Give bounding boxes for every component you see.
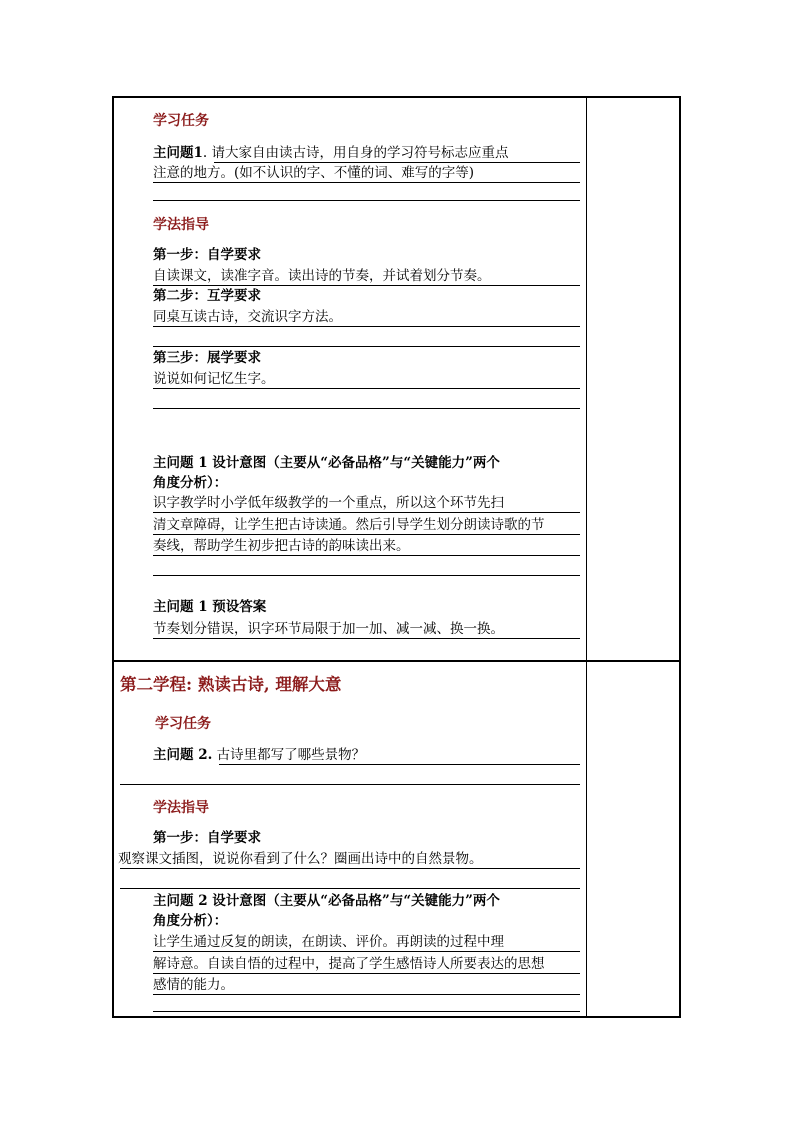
design-intent-2-title-a: 主问题 2 设计意图（主要从“必备品格”与“关键能力”两个: [153, 893, 500, 909]
question-1-text-b: 注意的地方。(如不认识的字、不懂的词、难写的字等): [153, 165, 475, 181]
rule: [120, 888, 580, 889]
question-2-text: 古诗里都写了哪些景物？: [212, 747, 366, 763]
question-1-label: 主问题1: [153, 145, 203, 161]
question-2-label: 主问题 2.: [153, 747, 213, 763]
answer-1-label: 主问题 1 预设答案: [153, 599, 267, 615]
rule: [153, 638, 580, 639]
task-heading-1: 学习任务: [153, 113, 209, 129]
rule: [153, 555, 580, 556]
table-border-bottom: [112, 1016, 681, 1018]
design-intent-1-text-b: 清文章障碍，让学生把古诗读通。然后引导学生划分朗读诗歌的节: [153, 517, 545, 533]
step-2-label: 第二步：互学要求: [153, 288, 261, 304]
step-1-text: 自读课文，读准字音。读出诗的节奏，并试着划分节奏。: [153, 268, 491, 284]
rule: [153, 408, 580, 409]
rule: [153, 973, 580, 974]
rule: [153, 951, 580, 952]
rule: [153, 512, 580, 513]
step-3-label: 第三步：展学要求: [153, 350, 261, 366]
table-column-divider: [586, 96, 587, 1018]
rule: [153, 534, 580, 535]
table-border-right: [679, 96, 681, 1018]
design-intent-2-text-b: 解诗意。自读自悟的过程中，提高了学生感悟诗人所要表达的思想: [153, 956, 545, 972]
rule: [120, 784, 580, 785]
rule: [120, 868, 580, 869]
question-1-text-a: . 请大家自由读古诗，用自身的学习符号标志应重点: [202, 145, 509, 161]
rule: [153, 994, 580, 995]
rule: [153, 1011, 580, 1012]
design-intent-1-text-a: 识字教学时小学低年级教学的一个重点，所以这个环节先扫: [153, 495, 504, 511]
table-row-divider: [112, 660, 681, 662]
step-2-1-text: 观察课文插图，说说你看到了什么？圈画出诗中的自然景物。: [118, 851, 483, 867]
rule: [153, 575, 580, 576]
rule: [153, 182, 580, 183]
rule: [219, 764, 580, 765]
method-heading-2: 学法指导: [153, 800, 209, 816]
section-2-title: 第二学程: 熟读古诗, 理解大意: [120, 675, 342, 694]
table-border-left: [112, 96, 114, 1018]
task-heading-2: 学习任务: [155, 716, 211, 732]
rule: [153, 388, 580, 389]
step-2-text: 同桌互读古诗，交流识字方法。: [153, 309, 342, 325]
design-intent-1-title-b: 角度分析）：: [153, 475, 228, 491]
rule: [153, 285, 580, 286]
answer-1-text: 节奏划分错误，识字环节局限于加一加、减一减、换一换。: [153, 621, 504, 637]
method-heading-1: 学法指导: [153, 217, 209, 233]
rule: [214, 162, 580, 163]
question-1-line-a: [153, 144, 509, 162]
rule: [153, 346, 580, 347]
design-intent-1-title-a: 主问题 1 设计意图（主要从“必备品格”与“关键能力”两个: [153, 455, 500, 471]
question-2-line: [153, 746, 365, 764]
design-intent-2-text-c: 感情的能力。: [153, 977, 234, 993]
step-2-1-label: 第一步：自学要求: [153, 830, 261, 846]
table-border-top: [112, 96, 681, 98]
design-intent-2-text-a: 让学生通过反复的朗读，在朗读、评价。再朗读的过程中理: [153, 934, 504, 950]
design-intent-2-title-b: 角度分析）：: [153, 913, 228, 929]
rule: [153, 200, 580, 201]
step-3-text: 说说如何记忆生字。: [153, 371, 275, 387]
step-1-label: 第一步：自学要求: [153, 247, 261, 263]
rule: [153, 326, 580, 327]
design-intent-1-text-c: 奏线，帮助学生初步把古诗的韵味读出来。: [153, 538, 410, 554]
